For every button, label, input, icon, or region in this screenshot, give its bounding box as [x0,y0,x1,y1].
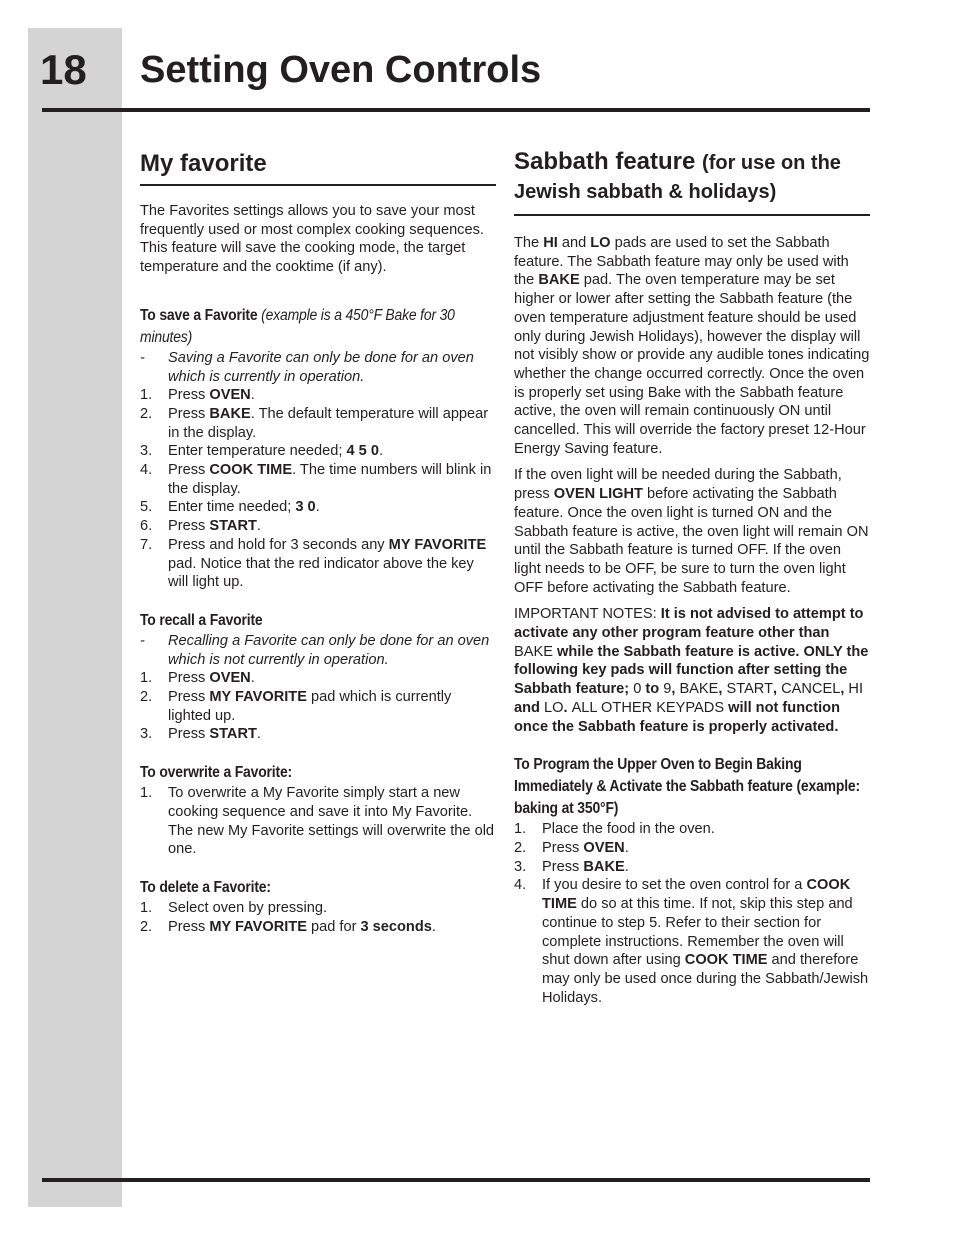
list-item-text: pad for [306,918,361,935]
top-rule [42,108,870,112]
list-item [514,876,870,1007]
my-favorite-heading: My favorite [140,148,496,186]
list-item-text: . [250,670,255,687]
list-item-text: Press and hold for 3 seconds any [168,536,389,553]
paragraph-segment-text: 9 [663,681,672,698]
list-item-bold: MY FAVORITE [388,536,487,553]
paragraph-segment-bold: OVEN LIGHT [553,486,643,503]
side-band [28,28,122,1207]
list-item-text: . [256,726,261,743]
paragraph-segment-bold: LO [590,235,611,251]
list-item-text: Press [542,858,584,875]
list-item [140,405,496,442]
paragraph-segment-bold: while the Sabbath feature is active. ONLY the following key pads will function after setting the Sabbath feature; [514,643,869,698]
list-item-text: Select oven by pressing. [168,899,327,916]
list-item-text: To overwrite a My Favorite simply start a new cooking sequence and save it into My Favorite. The new My Favorite settings will overwrite the old one. [168,785,495,858]
page-number: 18 [40,46,87,93]
paragraph-segment-text: BAKE [514,643,553,660]
list-item-bold: BAKE [209,405,251,422]
list-item [140,899,496,918]
program-sabbath-steps [514,820,870,1007]
list-item [514,839,870,858]
paragraph-segment-bold: to [641,681,664,698]
paragraph-segment-text: pad. The oven temperature may be set higher or lower after setting the Sabbath feature (the oven temperature adjustment feature should be used only during Jewish Holidays), however the display will not visibly show or provide any audible tones indicating whether the change occurred correctly. Once the oven is properly set using Bake with the Sabbath feature active, the oven will remain continuously ON until cancelled. This will override the factory preset 12-Hour Energy Saving feature. [514,272,870,457]
paragraph-segment-bold: BAKE [538,272,580,289]
list-item [140,517,496,536]
list-item-text: . [315,499,320,516]
program-sabbath-heading: To Program the Upper Oven to Begin Baking Immediately & Activate the Sabbath feature (example: baking at 350°F) [514,756,860,818]
list-item-text: Press [168,405,210,422]
paragraph-segment-bold: and [514,699,544,716]
list-item-text: Press [542,839,584,856]
list-item-number: 5. [140,499,153,516]
paragraph-segment-text: The [514,235,544,251]
save-favorite-steps [140,386,496,592]
list-item-number: 1. [140,670,153,687]
paragraph-segment-bold: HI [543,235,558,251]
list-item-number: 1. [140,387,153,404]
paragraph-segment-text: and [557,235,591,251]
list-item-bold: COOK TIME [542,877,851,913]
list-item-number: 3. [140,726,153,743]
list-item-bold: 3 0 [295,499,316,516]
paragraph-segment-text: BAKE [679,681,719,698]
list-item-number: 4. [140,462,153,479]
bottom-rule [42,1178,870,1182]
right-column [514,148,870,1007]
list-item-text: . [250,387,255,404]
list-item-number: 6. [140,518,153,535]
paragraph-segment-bold: will not function once the Sabbath feature is properly activated. [514,699,840,735]
delete-favorite-heading: To delete a Favorite: [140,878,271,896]
paragraph-segment-text: IMPORTANT NOTES: [514,606,657,623]
list-item-number: 2. [514,839,527,856]
list-item-number: 7. [140,536,153,553]
sabbath-paragraph-2 [514,466,870,597]
list-item-text: and therefore may only be used once during the Sabbath/Jewish Holidays. [542,952,869,1006]
list-item-text: Press [168,518,210,535]
paragraph-segment-text: HI [848,681,864,698]
list-item-text: Press [168,387,210,404]
list-item [514,858,870,877]
paragraph-segment-text: 0 [633,681,642,698]
paragraph-segment-bold: , [840,681,849,698]
overwrite-favorite-heading: To overwrite a Favorite: [140,764,293,782]
recall-favorite-note: - Recalling a Favorite can only be done for an oven which is not currently in operation. [140,632,490,668]
list-item-bold: OVEN [209,387,251,404]
list-item [140,461,496,498]
paragraph-segment-text: LO [544,699,564,716]
list-item-text: Press [168,726,210,743]
list-item-bold: COOK TIME [684,952,768,969]
list-item-text: Press [168,918,210,935]
paragraph-segment-text: ALL OTHER KEYPADS [571,699,725,716]
sabbath-paragraph-3 [514,605,870,736]
paragraph-segment-bold: , [773,681,782,698]
list-item-text: . [624,839,629,856]
list-item-number: 1. [140,785,153,802]
list-item-text: If you desire to set the oven control for a [542,877,807,894]
sabbath-heading: Sabbath feature (for use on the Jewish sabbath & holidays) [514,148,870,216]
list-item-number: 2. [140,918,153,935]
paragraph-segment-bold: . [563,699,572,716]
list-item-bold: START [209,726,257,743]
list-item [140,918,496,937]
list-item-bold: 4 5 0 [346,443,379,460]
overwrite-favorite-steps [140,784,496,859]
list-item-text: . The time numbers will blink in the display. [168,462,492,497]
paragraph-segment-bold: , [718,681,727,698]
list-item-text: . [256,518,261,535]
list-item-bold: 3 seconds [360,918,432,935]
list-item-number: 2. [140,689,153,706]
list-item [140,536,496,592]
paragraph-segment-text: START [726,681,773,698]
list-item-text: . [378,443,384,460]
list-item-text: pad which is currently lighted up. [168,689,452,724]
list-item-number: 1. [140,899,153,916]
list-item [140,386,496,405]
list-item-bold: COOK TIME [209,462,293,479]
list-item-text: Place the food in the oven. [542,821,715,838]
list-item-text: Press [168,689,210,706]
recall-favorite-steps [140,669,496,744]
list-item [140,688,496,725]
list-item-number: 3. [514,858,527,875]
paragraph-segment-text: pads are used to set the Sabbath feature. The Sabbath feature may only be used with the [514,235,849,289]
list-item-number: 1. [514,821,527,838]
list-item-text: Enter temperature needed; [168,443,347,460]
paragraph-segment-text: If the oven light will be needed during the Sabbath, press [514,467,842,503]
list-item-text: . [431,918,436,935]
sabbath-paragraph-1 [514,234,870,458]
list-item-text: . The default temperature will appear in the display. [168,405,489,441]
list-item-text: do so at this time. If not, skip this step and continue to step 5. Refer to their section for complete instructions. Remember the oven will shut down after using [542,896,853,969]
list-item-bold: OVEN [209,670,251,687]
paragraph-segment-text: CANCEL [781,681,841,698]
delete-favorite-steps [140,899,496,936]
list-item [140,498,496,517]
recall-favorite-heading: To recall a Favorite [140,611,263,629]
paragraph-segment-text: before activating the Sabbath feature. Once the oven light is turned ON and the Sabbath feature is active, the oven light will remain ON until the Sabbath feature is turned OFF. If the oven light needs to be OFF, be sure to turn the oven light OFF before activating the Sabbath feature. [514,486,869,596]
left-column [140,148,496,936]
list-item-text: . [624,858,629,875]
list-item-text: Press [168,670,210,687]
list-item [140,442,496,461]
list-item-bold: MY FAVORITE [209,918,307,935]
list-item-bold: START [209,518,257,535]
list-item-number: 4. [514,877,527,894]
list-item [514,820,870,839]
list-item-number: 3. [140,443,153,460]
list-item-text: Enter time needed; [168,499,296,516]
save-favorite-note: - Saving a Favorite can only be done for an oven which is currently in operation. [140,349,474,385]
list-item [140,725,496,744]
my-favorite-intro: The Favorites settings allows you to save your most frequently used or most complex cooking sequences. This feature will save the cooking mode, the target temperature and the cooktime (if any). [140,203,484,276]
paragraph-segment-bold: It is not advised to attempt to activate any other program feature other than [514,606,864,642]
list-item-text: Press [168,462,210,479]
list-item-bold: MY FAVORITE [209,689,307,706]
list-item-number: 2. [140,405,153,422]
save-favorite-heading: To save a Favorite (example is a 450°F Bake for 30 minutes) [140,306,455,346]
list-item-bold: BAKE [583,858,625,875]
list-item [140,669,496,688]
page-title: Setting Oven Controls [140,49,542,91]
list-item-bold: OVEN [583,839,625,856]
paragraph-segment-bold: , [671,681,680,698]
list-item-text: pad. Notice that the red indicator above the key will light up. [168,555,474,591]
list-item [140,784,496,859]
